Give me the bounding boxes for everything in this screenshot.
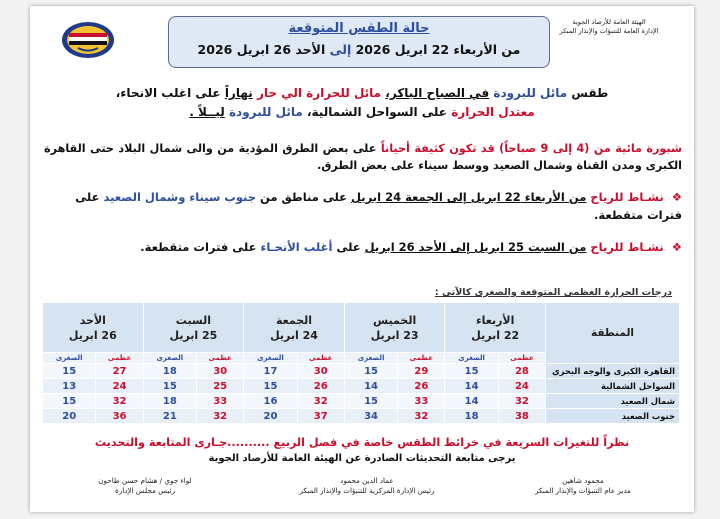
max-temp: 38 <box>498 409 545 424</box>
min-label: الصغرى <box>244 353 297 364</box>
min-temp: 21 <box>143 409 196 424</box>
max-temp: 36 <box>96 409 143 424</box>
min-temp: 14 <box>445 379 498 394</box>
min-temp: 16 <box>244 394 297 409</box>
max-temp: 33 <box>398 394 445 409</box>
max-temp: 25 <box>197 379 244 394</box>
max-temp: 32 <box>96 394 143 409</box>
region-name: القاهرة الكبرى والوجه البحري <box>546 364 680 379</box>
min-temp: 34 <box>344 409 397 424</box>
max-temp: 32 <box>197 409 244 424</box>
weather-summary: طقس مائل للبرودة في الصباح الباكر، مائل للحرارة الي حار نهاراً على اغلب الانحاء، معتدل الحرارة على السواحل الشمالية، مائل للبرودة ليــلاً . <box>115 86 609 119</box>
min-temp: 15 <box>445 364 498 379</box>
region-name: السواحل الشمالية <box>546 379 680 394</box>
max-temp: 28 <box>498 364 545 379</box>
min-label: الصغرى <box>143 353 196 364</box>
table-row <box>43 409 680 424</box>
max-temp: 29 <box>398 364 445 379</box>
min-temp: 13 <box>43 379 96 394</box>
table-row <box>43 394 680 409</box>
table-row <box>43 379 680 394</box>
max-temp: 32 <box>297 394 344 409</box>
max-label: عظمى <box>398 353 445 364</box>
max-label: عظمى <box>96 353 143 364</box>
min-temp: 15 <box>43 364 96 379</box>
region-name: شمال الصعيد <box>546 394 680 409</box>
min-temp: 15 <box>344 394 397 409</box>
day-header: السبت 25 ابريل <box>143 303 244 353</box>
max-temp: 30 <box>197 364 244 379</box>
min-temp: 15 <box>43 394 96 409</box>
update-note: نظراً للتغيرات السريعة في خرائط الطقس خاصة في فصل الربيع ..........جـارى المتابعة والتحديث <box>94 436 630 449</box>
max-temp: 33 <box>197 394 244 409</box>
max-label: عظمى <box>498 353 545 364</box>
signature-chairman: لواء جوي / هشام حسن طاحون رئيس مجلس الإدارة <box>98 476 192 495</box>
fog-warning: شبورة مائية من (4 إلى 9 صباحاً) قد تكون كثيفة أحياناً على بعض الطرق المؤدية من والى شمال البلاد حتى القاهرة الكبرى ومدن القناة وشمال الصعيد ووسط سيناء على بعض الطرق. <box>44 142 682 172</box>
max-temp: 32 <box>498 394 545 409</box>
max-temp: 26 <box>398 379 445 394</box>
temperature-table <box>42 302 680 424</box>
min-temp: 15 <box>344 364 397 379</box>
max-temp: 30 <box>297 364 344 379</box>
min-temp: 14 <box>445 394 498 409</box>
min-temp: 14 <box>344 379 397 394</box>
max-label: عظمى <box>297 353 344 364</box>
min-label: الصغرى <box>344 353 397 364</box>
forecast-document <box>30 6 694 512</box>
min-temp: 15 <box>244 379 297 394</box>
day-header: الأربعاء 22 ابريل <box>445 303 546 353</box>
max-temp: 24 <box>498 379 545 394</box>
min-temp: 20 <box>43 409 96 424</box>
agency-line-1: الهيئة العامة للأرصاد الجوية <box>572 18 646 26</box>
bullet-diamond-icon: ❖ <box>671 190 682 204</box>
max-temp: 26 <box>297 379 344 394</box>
min-temp: 18 <box>445 409 498 424</box>
signature-central-head: عماد الدين محمود رئيس الإدارة المركزية للتنبؤات والإنذار المبكر <box>299 476 435 495</box>
wind-bullet-2: ❖ نشـاط للرياح من السبت 25 ابريل إلى الأحد 26 ابريل على أغلب الأنحـاء على فترات متقطعة. <box>140 240 682 254</box>
agency-name <box>534 18 684 36</box>
day-header: الجمعة 24 ابريل <box>244 303 345 353</box>
agency-line-2: الإدارة العامة للتنبؤات والإنذار المبكر <box>559 27 659 35</box>
region-name: جنوب الصعيد <box>546 409 680 424</box>
min-temp: 17 <box>244 364 297 379</box>
max-temp: 24 <box>96 379 143 394</box>
min-temp: 20 <box>244 409 297 424</box>
day-header: الأحد 26 ابريل <box>43 303 144 353</box>
ema-logo-icon <box>60 20 116 60</box>
bullet-diamond-icon: ❖ <box>671 240 682 254</box>
table-caption: درجات الحرارة العظمى المتوقعة والصغرى كالآتى : <box>434 287 672 298</box>
table-row <box>43 364 680 379</box>
title-box <box>168 16 550 68</box>
max-temp: 37 <box>297 409 344 424</box>
wind-bullet-1: ❖ نشـاط للرياح من الأربعاء 22 ابريل إلى الجمعة 24 ابريل على مناطق من جنوب سيناء وشمال الصعيد على فترات متقطعة. <box>75 190 682 222</box>
min-temp: 18 <box>143 364 196 379</box>
signature-general-manager: محمود شاهين مدير عام التنبؤات والإنذار المبكر <box>534 476 632 495</box>
max-label: عظمى <box>197 353 244 364</box>
region-header: المنطقة <box>546 303 680 364</box>
min-temp: 15 <box>143 379 196 394</box>
min-temp: 18 <box>143 394 196 409</box>
page-title: حالة الطقس المتوقعة <box>288 21 430 36</box>
date-range: من الأربعاء 22 ابريل 2026 إلى الأحد 26 ابريل 2026 <box>197 42 521 57</box>
max-temp: 27 <box>96 364 143 379</box>
min-label: الصغرى <box>43 353 96 364</box>
follow-note: يرجى متابعة التحديثات الصادرة عن الهيئة العامة للأرصاد الجوية <box>208 453 516 464</box>
day-header: الخميس 23 ابريل <box>344 303 445 353</box>
max-temp: 32 <box>398 409 445 424</box>
min-label: الصغرى <box>445 353 498 364</box>
